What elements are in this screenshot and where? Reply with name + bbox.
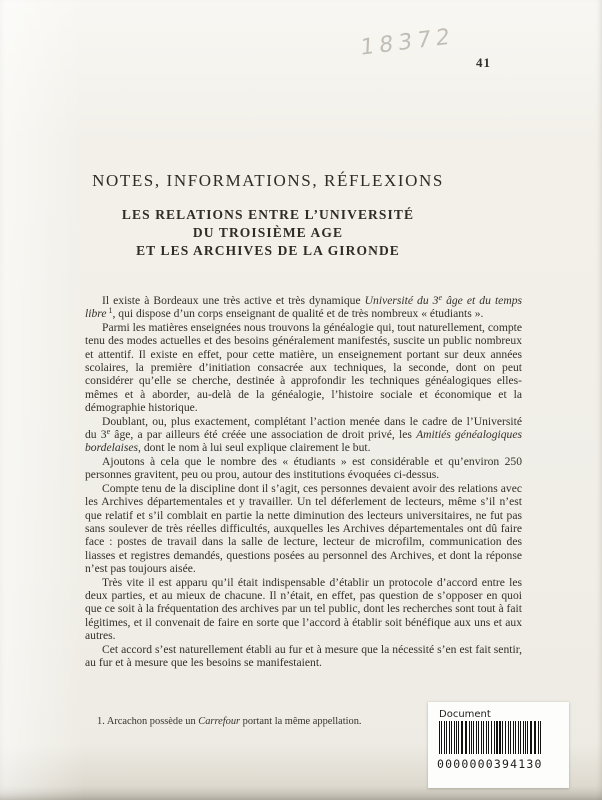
article-title-line-2: DU TROISIÈME AGE: [192, 225, 344, 240]
paragraph: Compte tenu de la discipline dont il s’agit, ces personnes devaient avoir des relations avec les Archives départementales et y travailler. Un tel déferlement de lecteurs, même s’il n’est que relatif et s’il comblait en partie la nette diminution des lecteurs universitaires, ne fut pas sans soulever de très réelles difficultés, auxquelles les Archives départementales ont dû faire face : postes de travail dans la salle de lecture, lecteur de microfilm, communication des liasses et registres demandés, questions posées au personnel des Archives, et dont la réponse n’est pas toujours aisée.: [85, 481, 522, 576]
barcode-sticker: [428, 702, 569, 788]
heading-block: [48, 171, 488, 260]
paragraph: Cet accord s’est naturellement établi au fur et à mesure que la nécessité s’en est fait sentir, au fur et à mesure que les besoins se manifestaient.: [85, 642, 522, 669]
paragraph: Ajoutons à cela que le nombre des « étudiants » est considérable et qu’environ 250 personnes gravitent, peu ou prou, autour des institutions évoquées ci-dessus.: [85, 454, 522, 482]
article-title-line-1: LES RELATIONS ENTRE L’UNIVERSITÉ: [121, 207, 415, 222]
paragraph: Parmi les matières enseignées nous trouvons la généalogie qui, tout naturellement, compte tenu des modes actuelles et des besoins généralement manifestés, suscite un public nombreux et attentif. Il existe en effet, pour cette matière, un enseignement portant sur deux années scolaires, la première d’initiation consacrée aux techniques, la seconde, dont on peut considérer qu’elle se cherche, destinée à approfondir les techniques généalogiques elles-mêmes et à aborder, au-delà de la généalogie, l’histoire sociale et économique et la démographie historique.: [85, 320, 522, 415]
paragraph: Il existe à Bordeaux une très active et très dynamique Université du 3e âge et du temps libre $^1$, qui dispose d’un corps enseignant de qualité et de très nombreux « étudiants ».: [85, 293, 522, 321]
page-number: 41: [476, 55, 491, 70]
article-title-line-3: ET LES ARCHIVES DE LA GIRONDE: [136, 243, 400, 258]
barcode-icon: [439, 721, 561, 754]
section-title: NOTES, INFORMATIONS, RÉFLEXIONS: [92, 171, 444, 190]
barcode-number: 0000000394130: [437, 757, 543, 771]
barcode-label: Document: [439, 709, 491, 720]
handwritten-accession-number: 18372: [359, 24, 456, 61]
paragraph: Doublant, ou, plus exactement, complétant l’action menée dans le cadre de l’Université du 3e âge, a par ailleurs été créée une association de droit privé, les Amitiés généalogiques bordelaises, dont le nom à lui seul explique clairement le but.: [85, 414, 522, 455]
article-body: [85, 294, 522, 669]
paragraph: Très vite il est apparu qu’il était indispensable d’établir un protocole d’accord entre les deux parties, et au mieux de chacune. Il n’était, en effet, pas question de s’opposer en quoi que ce soit à la fréquentation des archives par un tel public, dont les recherches sont tout à fait légitimes, et il convenait de faire en sorte que l’accord à établir soit bénéfique aux uns et aux autres.: [85, 575, 522, 643]
article-title: [48, 206, 488, 260]
footnote-text: 1. Arcachon possède un Carrefour portant la même appellation.: [97, 716, 362, 727]
